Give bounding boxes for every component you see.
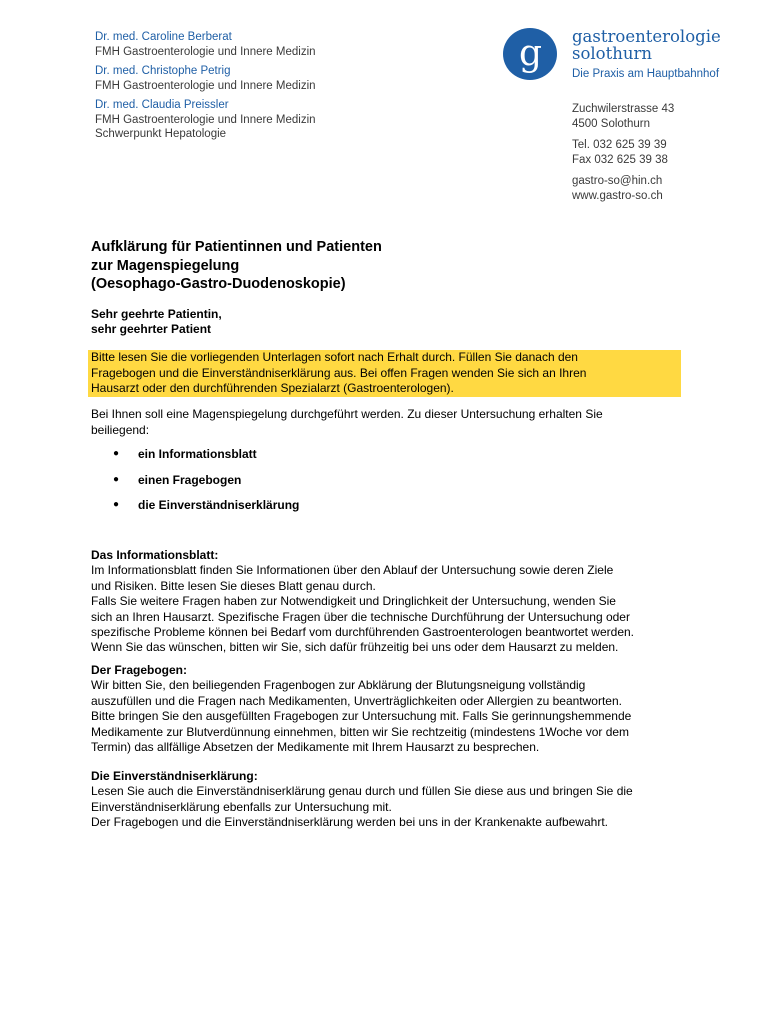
section-heading: Das Informationsblatt: <box>91 548 219 562</box>
section-line: und Risiken. Bitte lesen Sie dieses Blatt genau durch. <box>91 578 376 593</box>
section-line: auszufüllen und die Fragen nach Medikamenten, Unverträglichkeiten oder Allergien zu beantworten. <box>91 693 622 708</box>
highlighted-notice <box>88 350 681 397</box>
phone-block <box>572 138 674 167</box>
practice-tagline: Die Praxis am Hauptbahnhof <box>572 68 720 80</box>
online-block <box>572 174 674 203</box>
contact-block <box>572 102 674 210</box>
fax-number: Fax 032 625 39 38 <box>572 153 668 166</box>
intro-paragraph <box>91 407 603 438</box>
section-line: Termin) das allfällige Absetzen der Medikamente mit Ihrem Hausarzt zu besprechen. <box>91 740 540 755</box>
doctor-name: Dr. med. Christophe Petrig <box>95 65 231 77</box>
section-line: Medikamente zur Blutverdünnung einnehmen, bitten wir Sie rechtzeitig (mindestens 1Woche vor dem <box>91 724 630 739</box>
list-item-text: einen Fragebogen <box>138 472 242 487</box>
section-line: Im Informationsblatt finden Sie Informationen über den Ablauf der Untersuchung sowie deren Ziele <box>91 563 614 578</box>
section-line: spezifische Probleme können bei Bedarf vom durchführenden Gastroenterologen beantwortet werden. <box>91 625 634 640</box>
website: www.gastro-so.ch <box>572 189 663 202</box>
doctor-specialty: FMH Gastroenterologie und Innere Medizin <box>95 79 316 92</box>
doctor-focus: Schwerpunkt Hepatologie <box>95 128 227 140</box>
doctor-list <box>95 30 316 147</box>
g-logo-icon <box>503 27 563 82</box>
section-questionnaire <box>91 663 631 755</box>
salutation-line: sehr geehrter Patient <box>91 322 212 336</box>
section-line: Falls Sie weitere Fragen haben zur Notwendigkeit und Dringlichkeit der Untersuchung, wenden Sie <box>91 594 616 609</box>
doctor-name: Dr. med. Caroline Berberat <box>95 31 232 43</box>
doctor-name: Dr. med. Claudia Preissler <box>95 99 229 111</box>
section-heading: Der Fragebogen: <box>91 663 188 677</box>
address-city: 4500 Solothurn <box>572 117 651 130</box>
list-item-text: ein Informationsblatt <box>138 447 257 461</box>
doctor-entry <box>95 30 316 59</box>
email-address: gastro-so@hin.ch <box>572 175 663 187</box>
section-line: Wenn Sie das wünschen, bitten wir Sie, sich dafür frühzeitig bei uns oder dem Hausarzt zu melden. <box>91 640 619 655</box>
section-heading: Die Einverständniserklärung: <box>91 769 258 783</box>
practice-name-line1: gastroenterologie <box>572 27 721 46</box>
practice-name <box>572 28 721 62</box>
title-line: zur Magenspiegelung <box>91 257 240 274</box>
list-item-text: die Einverständniserklärung <box>138 498 300 512</box>
intro-line: beiliegend: <box>91 422 150 437</box>
section-line: Lesen Sie auch die Einverständniserklärung genau durch und füllen Sie diese aus und bringen Sie die <box>91 784 633 799</box>
section-line: Der Fragebogen und die Einverständniserklärung werden bei uns in der Krankenakte aufbewahrt. <box>91 815 608 830</box>
doctor-entry <box>95 64 316 93</box>
section-line: Bitte bringen Sie den ausgefüllten Fragebogen zur Untersuchung mit. Falls Sie gerinnungshemmende <box>91 709 632 724</box>
practice-name-line2: solothurn <box>572 44 653 63</box>
intro-line: Bei Ihnen soll eine Magenspiegelung durchgeführt werden. Zu dieser Untersuchung erhalten Sie <box>91 407 603 421</box>
salutation-line: Sehr geehrte Patientin, <box>91 307 222 321</box>
notice-line: Hausarzt oder den durchführenden Spezialarzt (Gastroenterologen). <box>91 381 454 395</box>
notice-line: Fragebogen und die Einverständniserklärung aus. Bei offen Fragen wenden Sie sich an Ihren <box>91 365 587 380</box>
bullet-icon: ● <box>113 448 120 459</box>
title-line: (Oesophago-Gastro-Duodenoskopie) <box>91 276 346 292</box>
salutation <box>91 307 222 337</box>
notice-line: Bitte lesen Sie die vorliegenden Unterlagen sofort nach Erhalt durch. Füllen Sie danach den <box>91 350 578 364</box>
address <box>572 102 674 131</box>
section-line: Wir bitten Sie, den beiliegenden Fragenbogen zur Abklärung der Blutungsneigung vollständig <box>91 678 586 693</box>
section-line: sich an Ihren Hausarzt. Spezifische Fragen über die technische Durchführung der Untersuchung oder <box>91 609 630 624</box>
practice-logo <box>503 27 743 87</box>
doctor-entry <box>95 98 316 142</box>
address-street: Zuchwilerstrasse 43 <box>572 103 675 115</box>
section-info <box>91 548 634 656</box>
doctor-specialty: FMH Gastroenterologie und Innere Medizin <box>95 45 316 58</box>
doctor-specialty: FMH Gastroenterologie und Innere Medizin <box>95 113 316 126</box>
bullet-icon: ● <box>113 473 120 485</box>
section-consent <box>91 769 633 831</box>
section-line: Einverständniserklärung ebenfalls zur Untersuchung mit. <box>91 799 392 814</box>
svg-text:g: g <box>519 33 543 74</box>
title-line: Aufklärung für Patientinnen und Patienten <box>91 239 382 255</box>
bullet-icon: ● <box>113 499 120 510</box>
phone-number: Tel. 032 625 39 39 <box>572 139 667 151</box>
document-title <box>91 238 382 294</box>
